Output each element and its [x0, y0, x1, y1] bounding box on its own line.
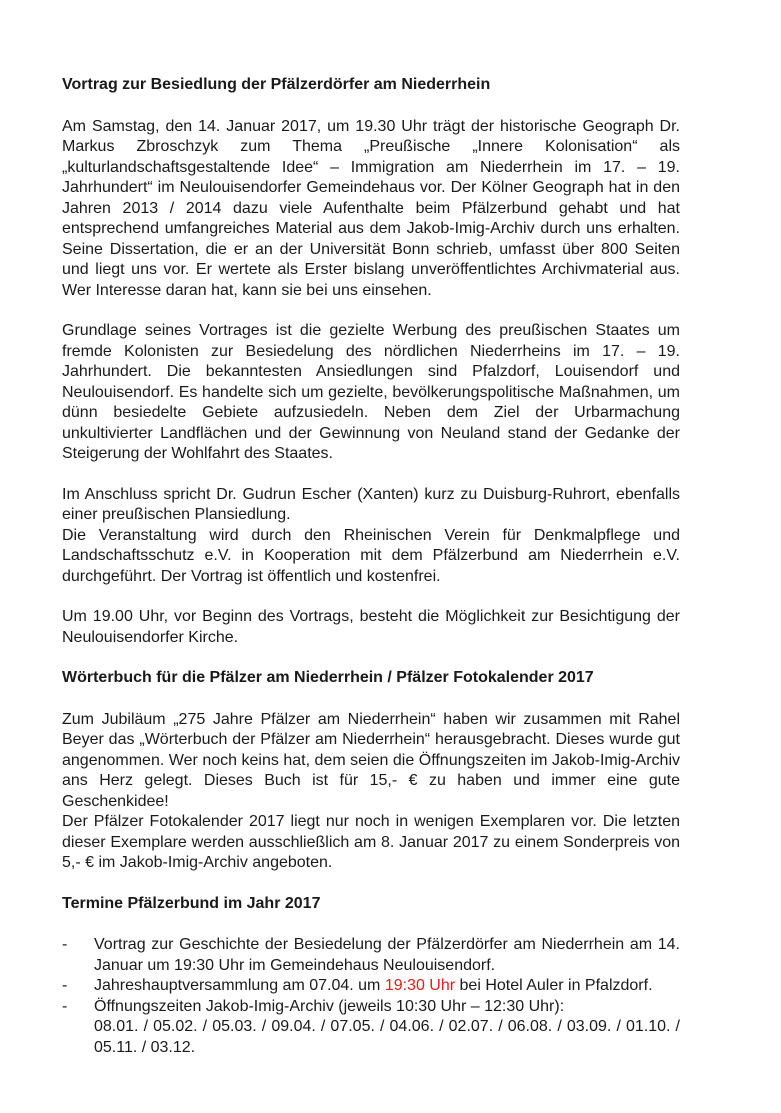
paragraph-anschluss: Im Anschluss spricht Dr. Gudrun Escher (Xanten) kurz zu Duisburg-Ruhrort, ebenfalls einer preußischen Plansiedlung. — [62, 485, 680, 523]
paragraph-vortrag-intro: Am Samstag, den 14. Januar 2017, um 19.30 Uhr trägt der historische Geograph Dr. Markus Zbroschzyk zum Thema „Preußische „Innere Kolonisation“ als „kulturlandschaftsgestaltende Idee“ – Immigration am Niederrhein im 17. – 19. Jahrhundert“ im Neulouisendorfer Gemeindehaus vor. Der Kölner Geograph hat in den Jahren 2013 / 2014 dazu viele Aufenthalte beim Pfälzerbund gehabt und hat entsprechend umfangreiches Material aus dem Jakob-Imig-Archiv durch uns erhalten. Seine Dissertation, die er an der Universität Bonn schrieb, umfasst über 800 Seiten und liegt uns vor. Er wertete als Erster bislang unveröffentlichtes Archivmaterial aus. Wer Interesse daran hat, kann sie bei uns einsehen. — [62, 117, 680, 299]
section-title-vortrag: Vortrag zur Besiedlung der Pfälzerdörfer am Niederrhein — [62, 76, 491, 93]
termin-jhv-text-after: bei Hotel Auler in Pfalzdorf. — [455, 977, 653, 994]
termin-archiv-text: Öffnungszeiten Jakob-Imig-Archiv (jeweils 10:30 Uhr – 12:30 Uhr): — [94, 997, 565, 1015]
termin-jhv-text-before: Jahreshauptversammlung am 07.04. um — [94, 977, 385, 994]
paragraph-kirche: Um 19.00 Uhr, vor Beginn des Vortrags, besteht die Möglichkeit zur Besichtigung der Neulouisendorfer Kirche. — [62, 608, 680, 646]
list-bullet: - — [62, 977, 68, 994]
termin-vortrag-text: Vortrag zur Geschichte der Besiedelung der Pfälzerdörfer am Niederrhein am 14. Januar um 19:30 Uhr im Gemeindehaus Neulouisendorf. — [94, 936, 680, 974]
paragraph-fotokalender: Der Pfälzer Fotokalender 2017 liegt nur noch in wenigen Exemplaren vor. Die letzten dieser Exemplare werden ausschließlich am 8. Januar 2017 zu einem Sonderpreis von 5,- € im Jakob-Imig-Archiv angeboten. — [62, 813, 680, 871]
list-item — [62, 997, 680, 1059]
paragraph-woerterbuch: Zum Jubiläum „275 Jahre Pfälzer am Niederrhein“ haben wir zusammen mit Rahel Beyer das „Wörterbuch der Pfälzer am Niederrhein“ herausgebracht. Dieses wurde gut angenommen. Wer noch keins hat, dem seien die Öffnungszeiten im Jakob-Imig-Archiv ans Herz gelegt. Dieses Buch ist für 15,- € zu haben und immer eine gute Geschenkidee! — [62, 710, 680, 810]
termine-list — [62, 935, 680, 1058]
list-item — [62, 935, 680, 976]
termin-jhv-time-highlight: 19:30 Uhr — [384, 977, 456, 994]
termin-archiv-dates: 08.01. / 05.02. / 05.03. / 09.04. / 07.05. / 04.06. / 02.07. / 06.08. / 03.09. / 01.10. / 05.11. / 03.12. — [94, 1018, 680, 1056]
list-item — [62, 976, 680, 997]
section-title-termine: Termine Pfälzerbund im Jahr 2017 — [62, 894, 321, 912]
list-bullet: - — [62, 936, 68, 953]
paragraph-veranstaltung: Die Veranstaltung wird durch den Rheinischen Verein für Denkmalpflege und Landschaftsschutz e.V. in Kooperation mit dem Pfälzerbund am Niederrhein e.V. durchgeführt. Der Vortrag ist öffentlich und kostenfrei. — [62, 526, 680, 585]
section-title-woerterbuch: Wörterbuch für die Pfälzer am Niederrhein / Pfälzer Fotokalender 2017 — [62, 669, 594, 686]
list-bullet: - — [62, 997, 68, 1015]
paragraph-vortrag-grundlage: Grundlage seines Vortrages ist die gezielte Werbung des preußischen Staates um fremde Kolonisten zur Besiedelung des nördlichen Niederrheins im 17. – 19. Jahrhundert. Die bekanntesten Ansiedlungen sind Pfalzdorf, Louisendorf und Neulouisendorf. Es handelte sich um gezielte, bevölkerungspolitische Maßnahmen, um dünn besiedelte Gebiete aufzusiedeln. Neben dem Ziel der Urbarmachung unkultivierter Landflächen und der Gewinnung von Neuland stand der Gedanke der Steigerung der Wohlfahrt des Staates. — [62, 322, 680, 462]
